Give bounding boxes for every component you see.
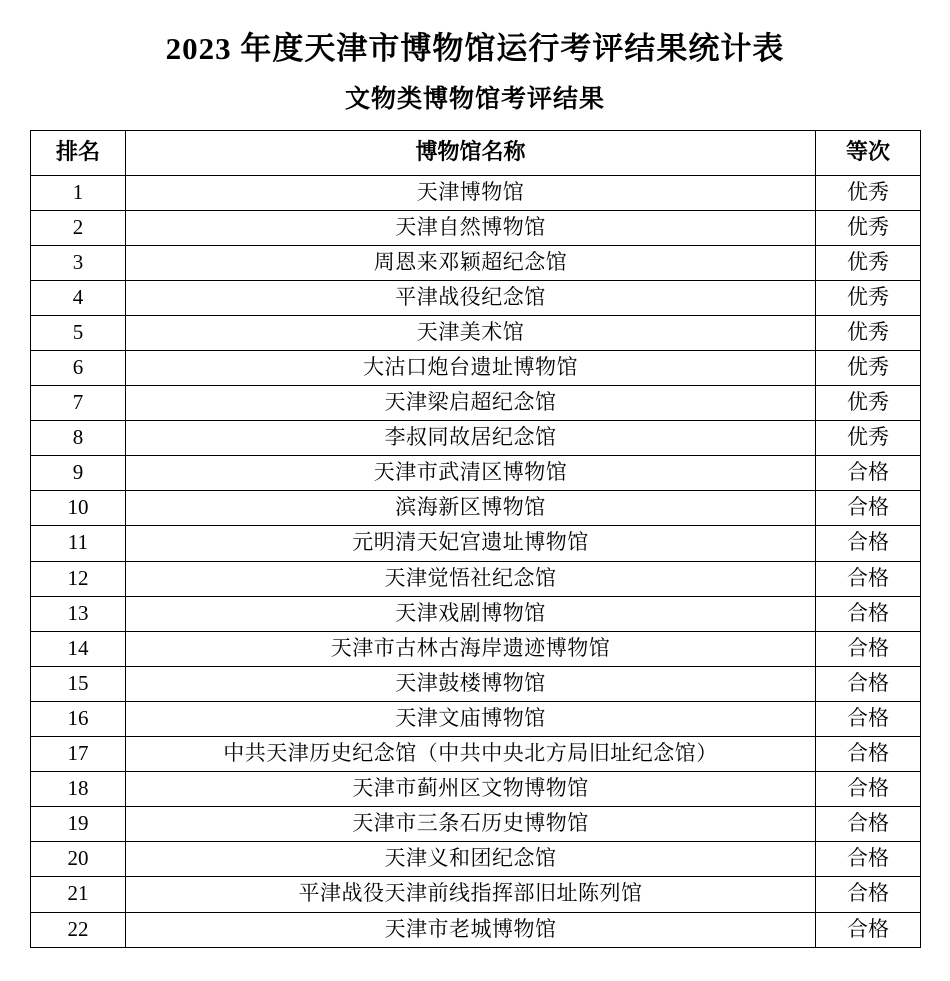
evaluation-results-table — [30, 130, 921, 947]
cell-grade: 合格 — [816, 701, 921, 736]
table-row — [31, 491, 921, 526]
cell-rank: 14 — [31, 631, 126, 666]
table-row — [31, 561, 921, 596]
cell-museum-name: 平津战役天津前线指挥部旧址陈列馆 — [126, 877, 816, 912]
cell-museum-name: 天津鼓楼博物馆 — [126, 666, 816, 701]
page-subtitle: 文物类博物馆考评结果 — [344, 85, 605, 113]
cell-grade: 优秀 — [816, 351, 921, 386]
cell-museum-name: 天津市老城博物馆 — [126, 912, 816, 947]
table-row — [31, 351, 921, 386]
cell-grade: 合格 — [816, 877, 921, 912]
cell-grade: 合格 — [816, 666, 921, 701]
table-row — [31, 456, 921, 491]
table-row — [31, 280, 921, 315]
table-header-row — [31, 131, 921, 175]
table-row — [31, 807, 921, 842]
cell-museum-name: 天津市武清区博物馆 — [126, 456, 816, 491]
cell-museum-name: 中共天津历史纪念馆（中共中央北方局旧址纪念馆） — [126, 737, 816, 772]
cell-rank: 22 — [31, 912, 126, 947]
cell-grade: 合格 — [816, 912, 921, 947]
table-row — [31, 772, 921, 807]
column-header-grade: 等次 — [816, 131, 921, 175]
cell-grade: 合格 — [816, 526, 921, 561]
cell-museum-name: 平津战役纪念馆 — [126, 280, 816, 315]
cell-rank: 17 — [31, 737, 126, 772]
cell-rank: 7 — [31, 386, 126, 421]
cell-rank: 16 — [31, 701, 126, 736]
cell-museum-name: 周恩来邓颖超纪念馆 — [126, 245, 816, 280]
cell-grade: 合格 — [816, 631, 921, 666]
table-row — [31, 666, 921, 701]
cell-rank: 20 — [31, 842, 126, 877]
cell-rank: 19 — [31, 807, 126, 842]
cell-grade: 合格 — [816, 596, 921, 631]
cell-museum-name: 天津自然博物馆 — [126, 210, 816, 245]
cell-rank: 2 — [31, 210, 126, 245]
cell-grade: 优秀 — [816, 315, 921, 350]
table-row — [31, 596, 921, 631]
cell-grade: 优秀 — [816, 386, 921, 421]
table-body — [31, 175, 921, 947]
cell-museum-name: 天津觉悟社纪念馆 — [126, 561, 816, 596]
table-row — [31, 701, 921, 736]
table-row — [31, 421, 921, 456]
table-header — [31, 131, 921, 175]
cell-grade: 优秀 — [816, 245, 921, 280]
cell-grade: 优秀 — [816, 421, 921, 456]
table-row — [31, 631, 921, 666]
cell-museum-name: 李叔同故居纪念馆 — [126, 421, 816, 456]
cell-rank: 3 — [31, 245, 126, 280]
cell-museum-name: 天津梁启超纪念馆 — [126, 386, 816, 421]
cell-grade: 合格 — [816, 737, 921, 772]
cell-rank: 10 — [31, 491, 126, 526]
column-header-name: 博物馆名称 — [126, 131, 816, 175]
cell-rank: 6 — [31, 351, 126, 386]
cell-museum-name: 天津文庙博物馆 — [126, 701, 816, 736]
cell-rank: 15 — [31, 666, 126, 701]
column-header-rank: 排名 — [31, 131, 126, 175]
cell-rank: 18 — [31, 772, 126, 807]
cell-museum-name: 天津市古林古海岸遗迹博物馆 — [126, 631, 816, 666]
cell-grade: 合格 — [816, 456, 921, 491]
table-row — [31, 175, 921, 210]
cell-rank: 5 — [31, 315, 126, 350]
cell-grade: 合格 — [816, 561, 921, 596]
cell-museum-name: 元明清天妃宫遗址博物馆 — [126, 526, 816, 561]
cell-grade: 合格 — [816, 807, 921, 842]
cell-museum-name: 滨海新区博物馆 — [126, 491, 816, 526]
cell-rank: 13 — [31, 596, 126, 631]
cell-museum-name: 大沽口炮台遗址博物馆 — [126, 351, 816, 386]
table-row — [31, 526, 921, 561]
cell-rank: 12 — [31, 561, 126, 596]
table-row — [31, 245, 921, 280]
cell-museum-name: 天津市蓟州区文物博物馆 — [126, 772, 816, 807]
cell-grade: 合格 — [816, 842, 921, 877]
table-row — [31, 912, 921, 947]
table-row — [31, 210, 921, 245]
cell-museum-name: 天津美术馆 — [126, 315, 816, 350]
cell-grade: 优秀 — [816, 175, 921, 210]
cell-rank: 8 — [31, 421, 126, 456]
table-row — [31, 315, 921, 350]
cell-rank: 1 — [31, 175, 126, 210]
cell-museum-name: 天津博物馆 — [126, 175, 816, 210]
table-row — [31, 386, 921, 421]
table-row — [31, 877, 921, 912]
table-row — [31, 737, 921, 772]
cell-rank: 11 — [31, 526, 126, 561]
table-row — [31, 842, 921, 877]
cell-rank: 9 — [31, 456, 126, 491]
cell-museum-name: 天津戏剧博物馆 — [126, 596, 816, 631]
cell-rank: 21 — [31, 877, 126, 912]
cell-rank: 4 — [31, 280, 126, 315]
cell-museum-name: 天津市三条石历史博物馆 — [126, 807, 816, 842]
cell-grade: 优秀 — [816, 280, 921, 315]
cell-museum-name: 天津义和团纪念馆 — [126, 842, 816, 877]
page-title: 2023 年度天津市博物馆运行考评结果统计表 — [165, 31, 785, 66]
cell-grade: 优秀 — [816, 210, 921, 245]
cell-grade: 合格 — [816, 491, 921, 526]
cell-grade: 合格 — [816, 772, 921, 807]
